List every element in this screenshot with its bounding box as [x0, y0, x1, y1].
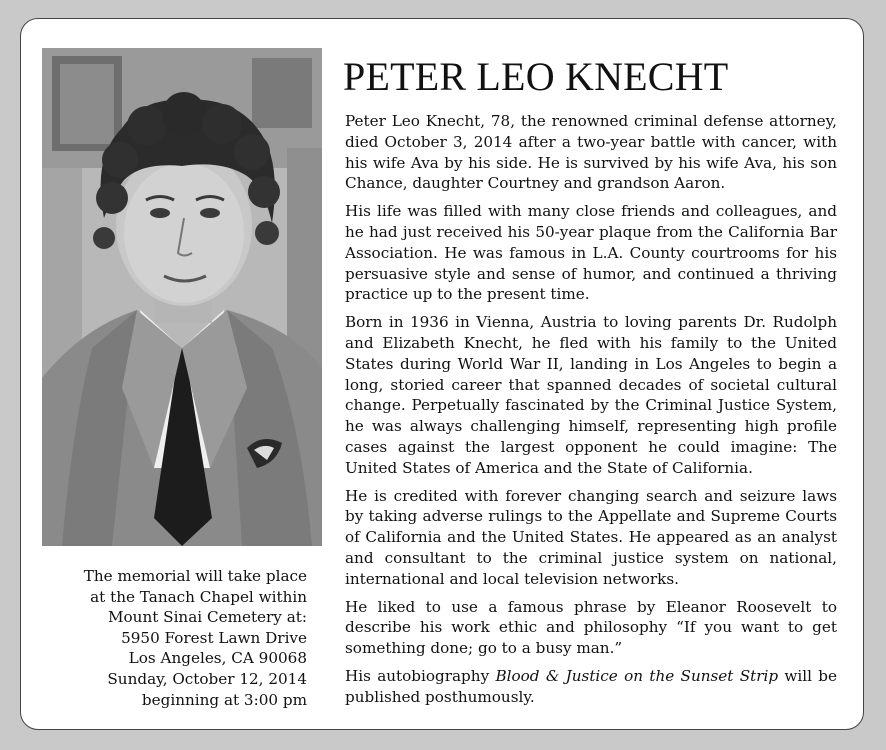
autobiography-intro: His autobiography — [345, 666, 496, 685]
paragraph: He is credited with forever changing search and seizure laws by taking adverse rulings to the Appellate and Supreme Courts of California and the United States. He appeared as an analyst and consultant to the criminal justice system on national, international and local television networks. — [345, 486, 837, 588]
paragraph-autobiography — [345, 666, 837, 708]
obituary-card — [20, 18, 864, 730]
paragraph: He liked to use a famous phrase by Eleanor Roosevelt to describe his work ethic and philosophy “If you want to get something done; go to a busy man.” — [345, 597, 837, 658]
memorial-line: Mount Sinai Cemetery at: — [107, 608, 307, 627]
memorial-address: 5950 Forest Lawn Drive — [121, 628, 307, 647]
paragraph: His life was filled with many close friends and colleagues, and he had just received his 50-year plaque from the California Bar Association. He was famous in L.A. County courtrooms for his persuasive style and sense of humor, and continued a thriving practice up to the present time. — [345, 202, 837, 304]
memorial-city: Los Angeles, CA 90068 — [128, 649, 307, 668]
obituary-body — [345, 111, 837, 715]
book-title: Blood & Justice on the Sunset Strip — [495, 666, 779, 685]
memorial-date: Sunday, October 12, 2014 — [107, 669, 307, 688]
memorial-details — [61, 566, 307, 710]
memorial-time: beginning at 3:00 pm — [141, 690, 307, 709]
paragraph: Peter Leo Knecht, 78, the renowned criminal defense attorney, died October 3, 2014 after a two-year battle with cancer, with his wife Ava by his side. He is survived by his wife Ava, his son Chance, daughter Courtney and grandson Aaron. — [345, 112, 837, 193]
memorial-line: at the Tanach Chapel within — [90, 587, 307, 606]
portrait-photo — [42, 48, 322, 546]
memorial-line: The memorial will take place — [83, 567, 307, 585]
autobiography-outro: will be published posthumously. — [345, 666, 837, 706]
obituary-title: PETER LEO KNECHT — [343, 54, 729, 99]
paragraph: Born in 1936 in Vienna, Austria to loving parents Dr. Rudolph and Elizabeth Knecht, he fled with his family to the United States during World War II, landing in Los Angeles to begin a long, storied career that spanned decades of societal cultural change. Perpetually fascinated by the Criminal Justice System, he was always challenging himself, representing high profile cases against the largest opponent he could imagine: The United States of America and the State of California. — [345, 313, 837, 477]
